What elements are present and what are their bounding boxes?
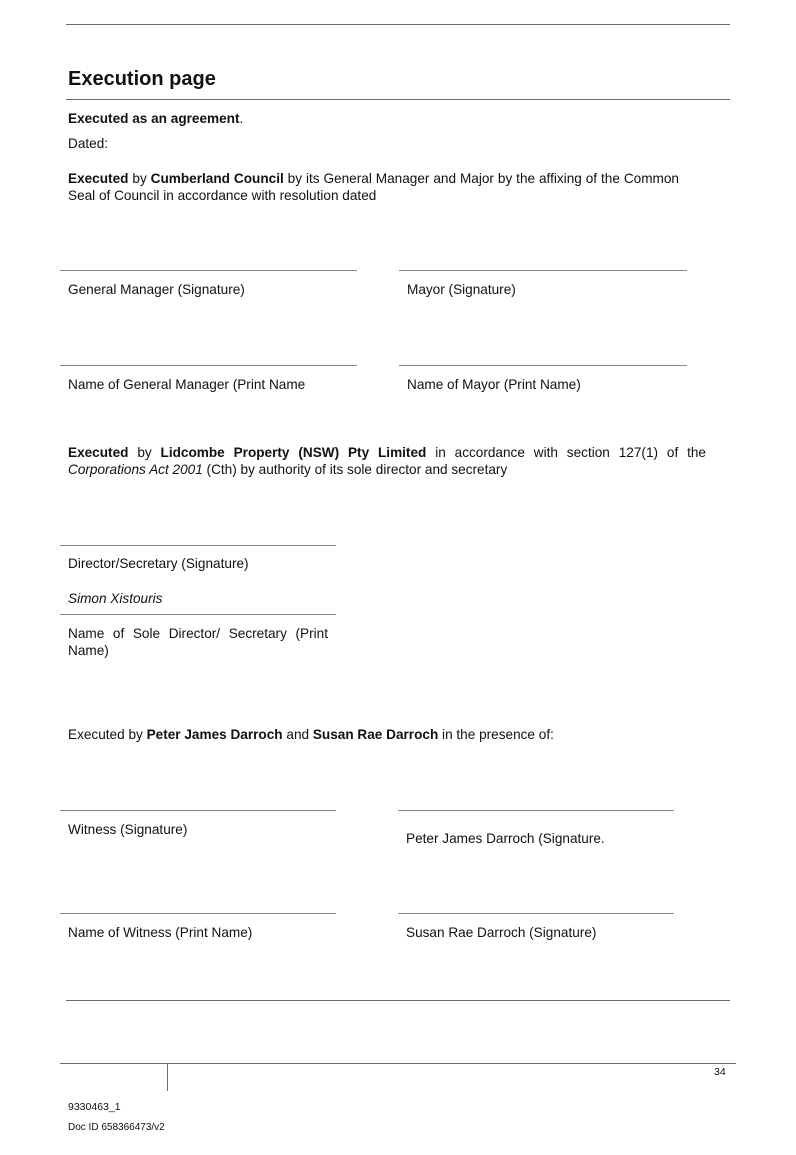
individuals-clause-and: and — [282, 727, 313, 742]
peter-signature-line — [398, 810, 674, 811]
dated-label: Dated: — [68, 136, 109, 151]
council-executed-word: Executed — [68, 171, 129, 186]
top-rule — [66, 24, 730, 25]
director-signature-label: Director/Secretary (Signature) — [68, 556, 249, 571]
mayor-name-label: Name of Mayor (Print Name) — [407, 377, 581, 392]
executed-as-agreement-bold: Executed as an agreement — [68, 111, 240, 126]
company-clause-text-1: in accordance with section 127(1) of the — [426, 445, 706, 460]
company-entity-name: Lidcombe Property (NSW) Pty Limited — [160, 445, 427, 460]
heading-rule — [66, 99, 730, 100]
council-execution-clause — [68, 170, 679, 204]
council-clause-text: by its General Manager and Major by the affixing of the Common Seal of Council in accordance with resolution dated — [68, 171, 679, 203]
director-name-value — [68, 590, 162, 607]
executed-as-agreement — [68, 110, 243, 127]
person2-name: Susan Rae Darroch — [312, 727, 439, 742]
corporations-act-title: Corporations Act 2001 — [68, 462, 203, 477]
gm-name-line — [60, 365, 357, 366]
gm-name-label: Name of General Manager (Print Name — [68, 377, 306, 392]
executed-as-agreement-period: . — [239, 111, 244, 126]
company-clause-text-2: (Cth) by authority of its sole director and secretary — [202, 462, 508, 477]
susan-signature-label: Susan Rae Darroch (Signature) — [406, 925, 597, 940]
mayor-signature-line — [399, 270, 687, 271]
gm-signature-label: General Manager (Signature) — [68, 282, 245, 297]
page-title: Execution page — [68, 68, 216, 90]
bottom-rule — [66, 1000, 730, 1001]
council-by-word: by — [128, 171, 151, 186]
witness-signature-line — [60, 810, 336, 811]
mayor-name-line — [399, 365, 687, 366]
peter-signature-label: Peter James Darroch (Signature. — [406, 831, 605, 846]
person1-name: Peter James Darroch — [146, 727, 283, 742]
director-name-line — [60, 614, 336, 615]
individuals-clause-suffix: in the presence of: — [438, 727, 554, 742]
director-signature-line — [60, 545, 336, 546]
doc-number: 9330463_1 — [68, 1101, 121, 1113]
footer-divider — [167, 1063, 168, 1091]
doc-id: Doc ID 658366473/v2 — [68, 1122, 165, 1133]
mayor-signature-label: Mayor (Signature) — [407, 282, 516, 297]
company-execution-clause — [68, 444, 706, 478]
footer-rule — [60, 1063, 736, 1064]
council-entity-name: Cumberland Council — [150, 171, 284, 186]
company-executed-word: Executed — [68, 445, 129, 460]
page-number: 34 — [714, 1066, 726, 1078]
witness-signature-label: Witness (Signature) — [68, 822, 188, 837]
susan-signature-line — [398, 913, 674, 914]
witness-name-label: Name of Witness (Print Name) — [68, 925, 253, 940]
individuals-clause-prefix: Executed by — [68, 727, 147, 742]
individuals-execution-clause — [68, 726, 554, 743]
company-by-word: by — [128, 445, 161, 460]
director-name-label: Name of Sole Director/ Secretary (Print Name) — [68, 626, 328, 658]
witness-name-line — [60, 913, 336, 914]
gm-signature-line — [60, 270, 357, 271]
director-name-text: Simon Xistouris — [68, 591, 163, 606]
